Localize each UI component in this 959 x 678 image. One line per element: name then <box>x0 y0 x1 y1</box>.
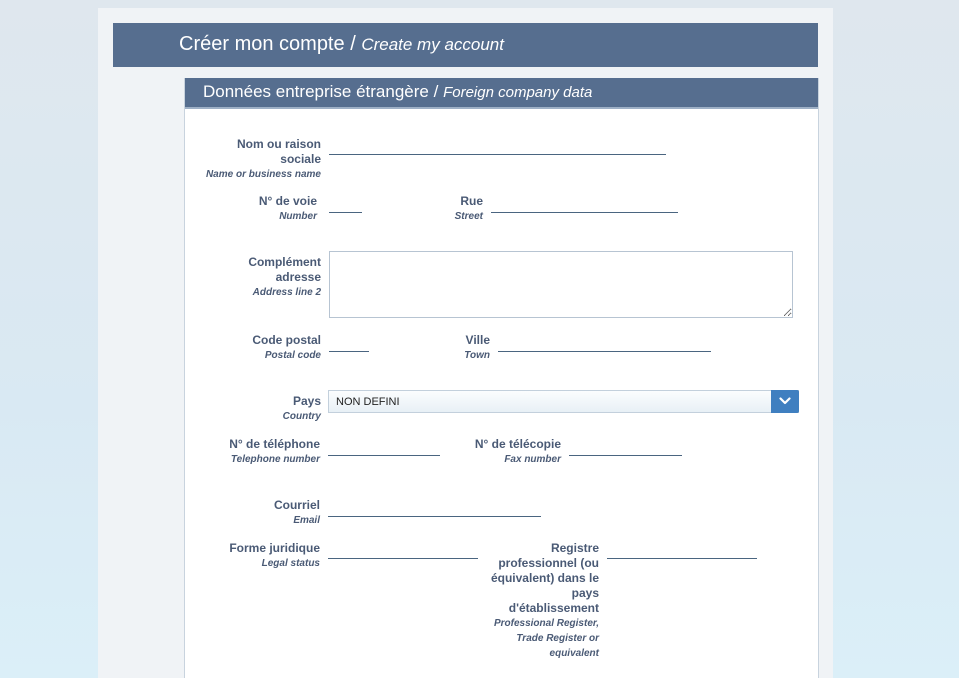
town-input[interactable] <box>498 335 711 352</box>
name-label: Nom ou raison sociale Name or business name <box>205 137 321 180</box>
address-line2-textarea[interactable] <box>329 251 793 318</box>
address2-label: Complément adresse Address line 2 <box>248 255 321 298</box>
number-label: N° de voie Number <box>258 194 317 222</box>
fax-input[interactable] <box>569 439 682 456</box>
legal-status-label: Forme juridique Legal status <box>229 541 320 569</box>
country-select-value: NON DEFINI <box>336 396 400 408</box>
postal-code-label: Code postal Postal code <box>252 333 321 361</box>
page-header <box>113 23 818 67</box>
country-dropdown-button[interactable] <box>771 390 799 413</box>
email-input[interactable] <box>328 500 541 517</box>
fax-label: N° de télécopie Fax number <box>474 437 561 465</box>
phone-label: N° de téléphone Telephone number <box>229 437 320 465</box>
town-label: Ville Town <box>464 333 490 361</box>
country-select[interactable] <box>328 390 799 413</box>
register-label: Registre professionnel (ou équivalent) dans le pays d'établissement Professional Register, Trade Register or equivalent <box>490 541 599 659</box>
legal-status-input[interactable] <box>328 542 478 559</box>
street-label: Rue Street <box>454 194 483 222</box>
chevron-down-icon <box>779 397 791 405</box>
street-number-input[interactable] <box>329 196 362 213</box>
register-input[interactable] <box>607 542 757 559</box>
street-input[interactable] <box>491 196 678 213</box>
section-header <box>185 78 818 109</box>
page-title: Créer mon compte / Create my account <box>179 33 504 55</box>
email-label: Courriel Email <box>273 498 320 526</box>
page-container <box>98 8 833 678</box>
phone-input[interactable] <box>328 439 440 456</box>
country-label: Pays Country <box>282 394 321 422</box>
postal-code-input[interactable] <box>329 335 369 352</box>
section-title: Données entreprise étrangère / Foreign company data <box>203 82 593 101</box>
business-name-input[interactable] <box>329 138 666 155</box>
